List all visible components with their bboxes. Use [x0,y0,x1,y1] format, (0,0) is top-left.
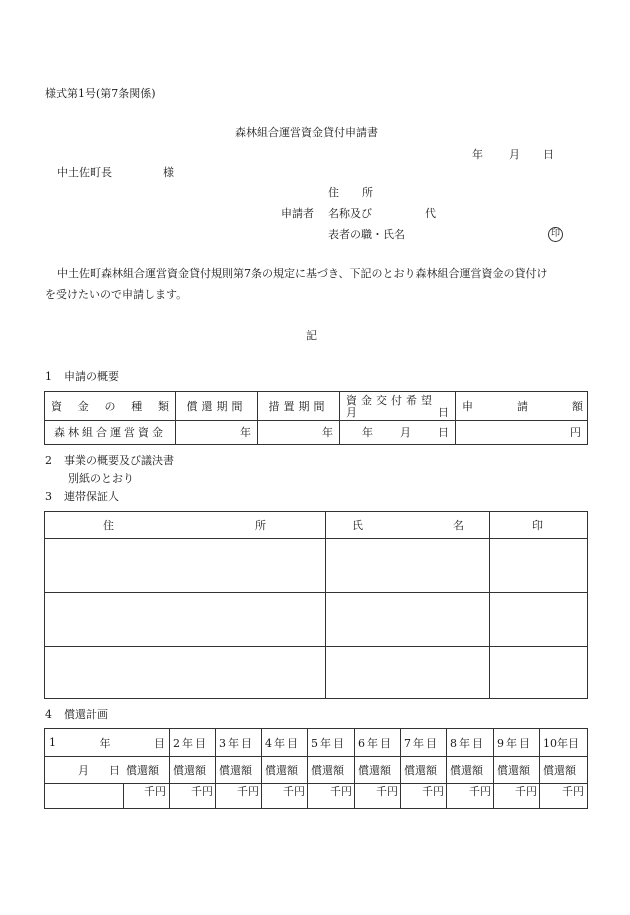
repay-amount-6[interactable]: 千円 [376,785,398,798]
month-day-label: 月 日 [78,764,120,777]
repay-amount-5[interactable]: 千円 [330,785,352,798]
repay-amount-1[interactable]: 千円 [144,785,166,798]
repay-amount-10[interactable]: 千円 [562,785,584,798]
section3-number: 3 [45,490,52,503]
year-7-header: 7年目 [404,736,439,750]
col-address-right: 所 [255,519,266,532]
address-label-2: 所 [362,186,373,199]
application-summary-table [44,391,588,445]
section1-heading: 申請の概要 [64,370,119,383]
repay-label-4: 償還額 [265,764,298,777]
name-label-a: 名称及び [328,207,372,220]
repay-amount-8[interactable]: 千円 [469,785,491,798]
repay-label-2: 償還額 [173,764,206,777]
year-3-header: 3年目 [219,736,254,750]
amount-value[interactable]: 円 [570,426,581,439]
col-address-left: 住 [103,519,114,532]
year-5-header: 5年目 [311,736,346,750]
repay-period-value[interactable]: 年 [176,420,258,444]
ki-marker: 記 [306,329,317,342]
year-10-header: 10年目 [543,736,579,750]
repay-amount-3[interactable]: 千円 [237,785,259,798]
repay-date-cell[interactable] [45,784,123,808]
date-year: 年 [472,148,483,161]
delivery-date-value[interactable]: 年 月 日 [340,420,456,444]
guarantor-row-2[interactable] [45,593,587,646]
guarantor-row-1[interactable] [45,539,587,592]
guarantor-table [44,511,588,699]
repay-label-8: 償還額 [450,764,483,777]
year-9-header: 9年目 [497,736,532,750]
header-grace-period: 措置期間 [258,392,340,420]
repay-label-1: 償還額 [126,764,159,777]
section4-heading: 償還計画 [64,708,108,721]
seal-text: 印 [550,229,560,239]
guarantor-row-3[interactable] [45,647,587,698]
header-delivery-date: 資金交付希望 月 日 [340,392,456,420]
name-label-b: 代 [425,207,436,220]
seal-mark [548,227,563,242]
repay-label-7: 償還額 [404,764,437,777]
section1-number: 1 [45,370,52,383]
repay-amount-7[interactable]: 千円 [422,785,444,798]
applicant-label: 申請者 [281,207,314,220]
form-number: 様式第1号(第7条関係) [45,87,156,100]
section2-number: 2 [45,454,52,467]
repay-amount-2[interactable]: 千円 [191,785,213,798]
header-repay-period: 償還期間 [176,392,258,420]
body-line-1: 中土佐町森林組合運営資金貸付規則第7条の規定に基づき、下記のとおり森林組合運営資金の貸付け [57,267,548,280]
date-day: 日 [543,148,554,161]
header-amount: 申 請 額 [462,400,583,413]
section4-number: 4 [45,708,52,721]
year-8-header: 8年目 [450,736,485,750]
name-label-c: 表者の職・氏名 [328,228,405,241]
repay-label-10: 償還額 [543,764,576,777]
summary-header-row [45,392,587,421]
section2-heading: 事業の概要及び議決書 [64,454,174,467]
summary-data-row [45,420,587,444]
date-month: 月 [509,148,520,161]
repay-amount-9[interactable]: 千円 [515,785,537,798]
repay-label-6: 償還額 [358,764,391,777]
address-label-1: 住 [328,186,339,199]
fund-type-value: 森林組合運営資金 [45,420,176,444]
addressee: 中土佐町長 [57,166,112,179]
body-line-2: を受けたいので申請します。 [45,288,188,301]
section3-heading: 連帯保証人 [64,490,119,503]
section2-body: 別紙のとおり [68,472,134,485]
col-name-right: 名 [453,519,464,532]
repay-label-5: 償還額 [311,764,344,777]
year-1-header: 1 年 目 [49,736,165,750]
repay-label-9: 償還額 [497,764,530,777]
year-4-header: 4年目 [265,736,300,750]
col-seal: 印 [532,519,543,532]
page-title: 森林組合運営資金貸付申請書 [235,126,378,139]
header-fund-type: 資 金 の 種 類 [45,392,176,420]
year-2-header: 2年目 [173,736,208,750]
repayment-plan-table [44,728,588,809]
grace-period-value[interactable]: 年 [258,420,340,444]
year-6-header: 6年目 [358,736,393,750]
repay-label-3: 償還額 [219,764,252,777]
addressee-honorific: 様 [163,166,174,179]
col-name-left: 氏 [352,519,363,532]
repay-amount-4[interactable]: 千円 [283,785,305,798]
